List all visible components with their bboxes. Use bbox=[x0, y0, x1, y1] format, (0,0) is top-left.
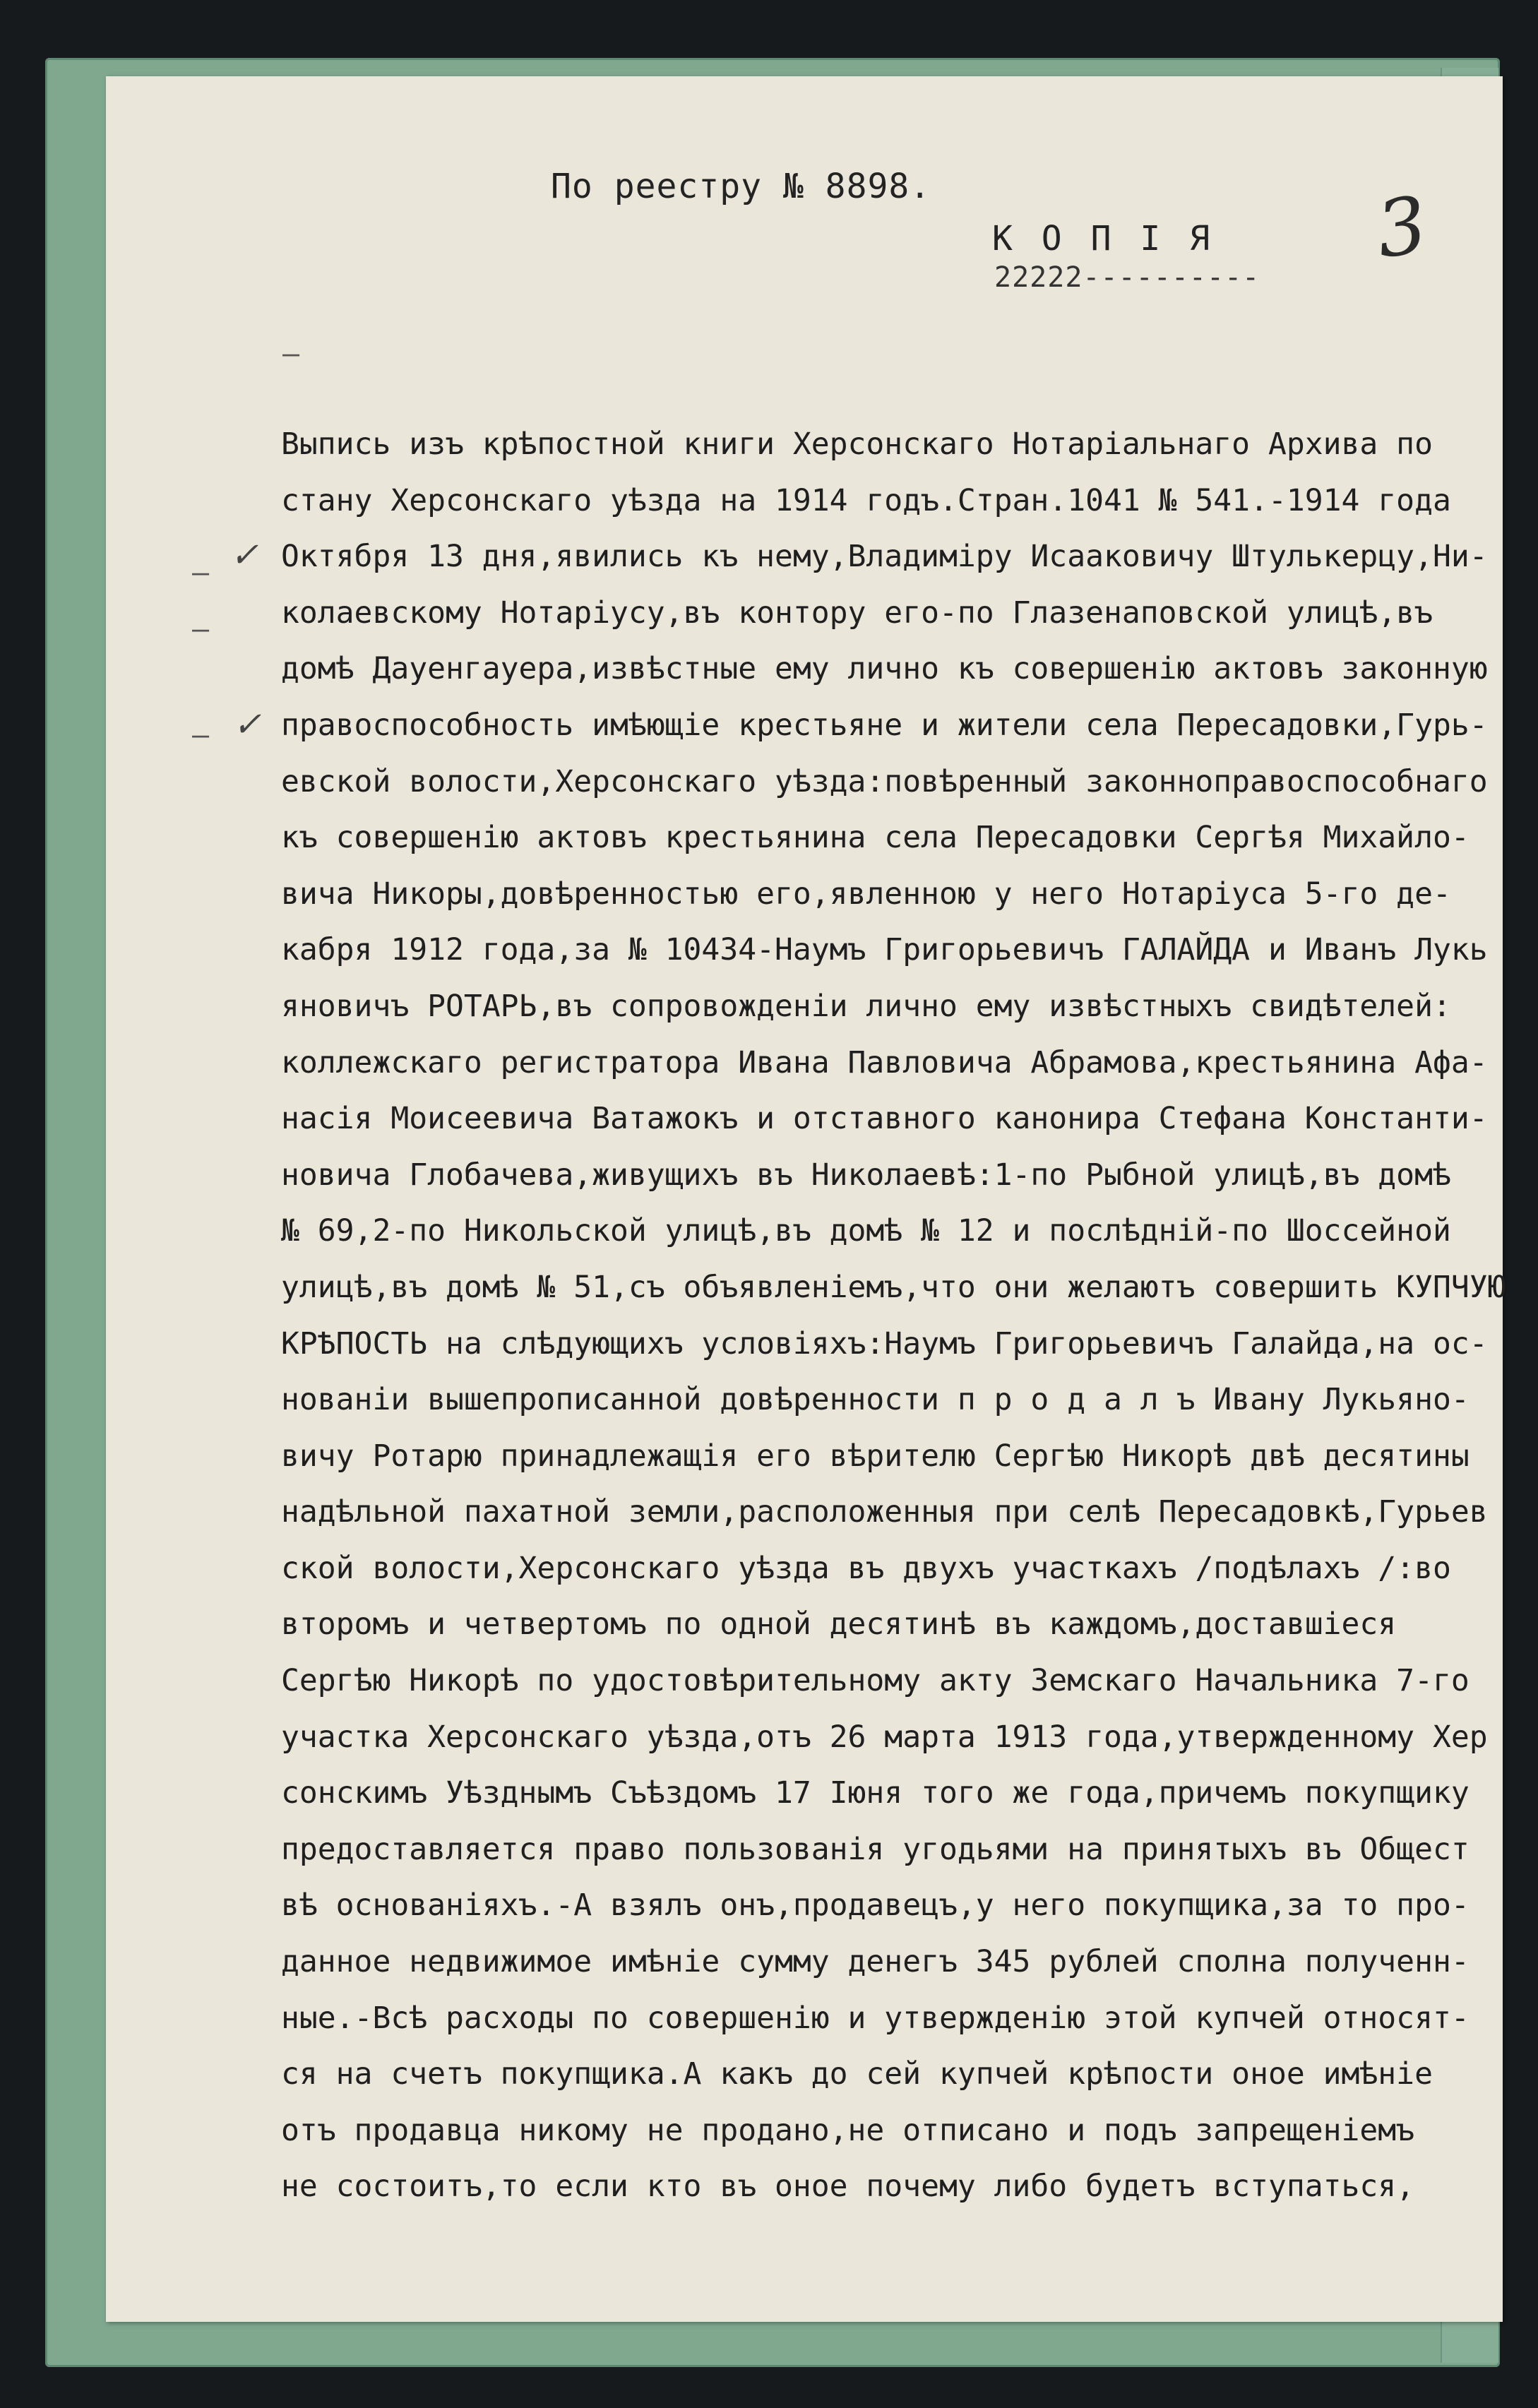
text-line: № 69,2-по Никольской улицѣ,въ домѣ № 12 и послѣдній-по Шоссейной bbox=[281, 1213, 1451, 1249]
text-line: домѣ Дауенгауера,извѣстные ему лично къ совершенію актовъ законную bbox=[281, 651, 1488, 687]
text-line: кабря 1912 года,за № 10434-Наумъ Григорьевичъ ГАЛАЙДА и Иванъ Лукь bbox=[281, 932, 1488, 968]
registry-number: По реестру № 8898. bbox=[551, 167, 931, 206]
document-page bbox=[106, 76, 1506, 2322]
margin-dash-icon: – bbox=[192, 556, 210, 589]
text-line: вичу Ротарю принадлежащія его вѣрителю Сергѣю Никорѣ двѣ десятины bbox=[281, 1438, 1470, 1474]
text-line: коллежскаго регистратора Ивана Павловича Абрамова,крестьянина Афа- bbox=[281, 1044, 1488, 1080]
text-line: предоставляется право пользованія угодьями на принятыхъ въ Общест bbox=[281, 1831, 1470, 1867]
text-line: вича Никоры,довѣренностью его,явленною у него Нотаріуса 5-го де- bbox=[281, 876, 1451, 912]
text-line: участка Херсонскаго уѣзда,отъ 26 марта 1913 года,утвержденному Хер bbox=[281, 1719, 1488, 1755]
text-line: ные.-Всѣ расходы по совершенію и утвержденію этой купчей относят- bbox=[281, 2000, 1470, 2036]
text-line: яновичъ РОТАРЬ,въ сопровожденіи лично ему извѣстныхъ свидѣтелей: bbox=[281, 988, 1451, 1024]
check-mark-icon: ✓ bbox=[233, 705, 262, 744]
text-line: Сергѣю Никорѣ по удостовѣрительному акту Земскаго Начальника 7-го bbox=[281, 1663, 1470, 1699]
handwritten-page-number: 3 bbox=[1371, 179, 1433, 276]
text-line: нованіи вышепрописанной довѣренности п р о д а л ъ Ивану Лукьяно- bbox=[281, 1382, 1470, 1418]
text-line: евской волости,Херсонскаго уѣзда:повѣренный законноправоспособнаго bbox=[281, 763, 1488, 799]
text-line: данное недвижимое имѣніе сумму денегъ 345 рублей сполна полученн- bbox=[281, 1944, 1470, 1980]
text-line: Октября 13 дня,явились къ нему,Владиміру Исааковичу Штулькерцу,Ни- bbox=[281, 539, 1488, 575]
text-line: улицѣ,въ домѣ № 51,съ объявленіемъ,что они желаютъ совершить КУПЧУЮ bbox=[281, 1269, 1506, 1305]
text-line: сонскимъ Уѣзднымъ Съѣздомъ 17 Іюня того же года,причемъ покупщику bbox=[281, 1775, 1470, 1811]
text-line: новича Глобачева,живущихъ въ Николаевѣ:1-по Рыбной улицѣ,въ домѣ bbox=[281, 1157, 1451, 1193]
text-line: стану Херсонскаго уѣзда на 1914 годъ.Стран.1041 № 541.-1914 года bbox=[281, 482, 1451, 518]
text-line: правоспособность имѣющіе крестьяне и жители села Пересадовки,Гурь- bbox=[281, 707, 1488, 743]
text-line: ся на счетъ покупщика.А какъ до сей купчей крѣпости оное имѣніе bbox=[281, 2056, 1433, 2092]
text-line: отъ продавца никому не продано,не отписано и подъ запрещеніемъ bbox=[281, 2112, 1415, 2148]
text-line: вѣ основаніяхъ.-А взялъ онъ,продавецъ,у него покупщика,за то про- bbox=[281, 1888, 1470, 1924]
text-line: Выпись изъ крѣпостной книги Херсонскаго Нотаріальнаго Архива по bbox=[281, 427, 1433, 462]
margin-dash-icon: – bbox=[192, 719, 210, 751]
text-line: насія Моисеевича Ватажокъ и отставного канонира Стефана Константи- bbox=[281, 1101, 1488, 1137]
text-line: колаевскому Нотаріусу,въ контору его-по Глазенаповской улицѣ,въ bbox=[281, 595, 1433, 631]
page-content bbox=[106, 76, 1506, 2322]
copy-underline: 22222---------- bbox=[994, 261, 1260, 294]
text-line: второмъ и четвертомъ по одной десятинѣ въ каждомъ,доставшіеся bbox=[281, 1607, 1397, 1643]
margin-dash-icon: – bbox=[282, 338, 300, 370]
text-line: не состоитъ,то если кто въ оное почему либо будетъ вступаться, bbox=[281, 2169, 1415, 2205]
copy-heading: К О П І Я bbox=[992, 219, 1215, 258]
check-mark-icon: ✓ bbox=[230, 535, 259, 575]
text-line: надѣльной пахатной земли,расположенныя при селѣ Пересадовкѣ,Гурьев bbox=[281, 1494, 1488, 1530]
text-line: КРѢПОСТЬ на слѣдующихъ условіяхъ:Наумъ Григорьевичъ Галайда,на ос- bbox=[281, 1325, 1488, 1361]
margin-dash-icon: – bbox=[192, 613, 210, 645]
text-line: къ совершенію актовъ крестьянина села Пересадовки Сергѣя Михайло- bbox=[281, 820, 1470, 856]
deed-text bbox=[281, 417, 1510, 2215]
text-line: ской волости,Херсонскаго уѣзда въ двухъ участкахъ /подѣлахъ /:во bbox=[281, 1550, 1451, 1586]
